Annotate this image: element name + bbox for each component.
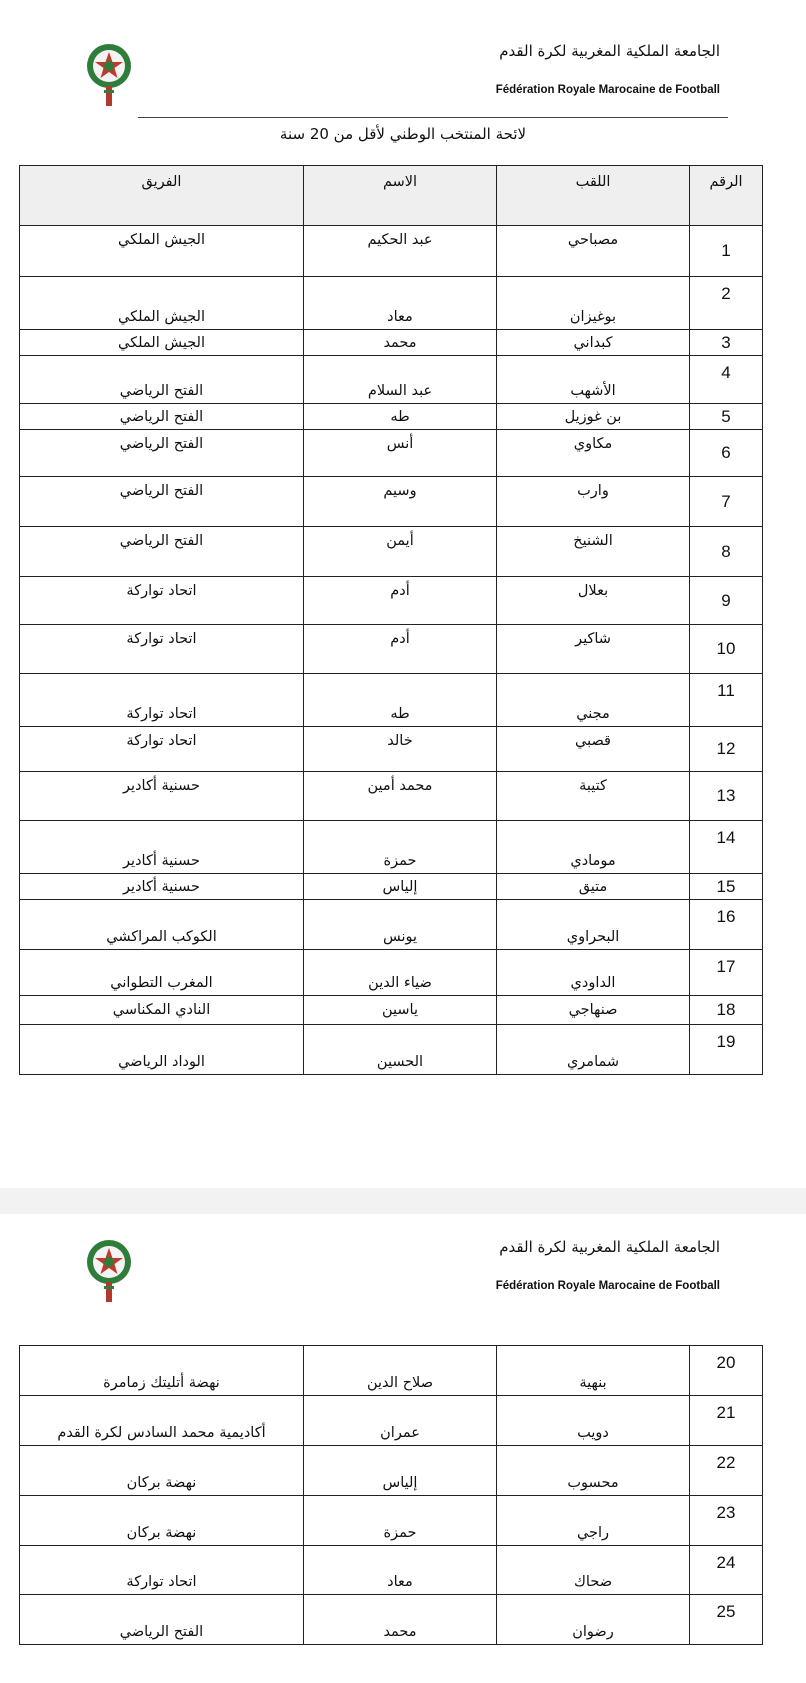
player-name: الحسين — [304, 1025, 497, 1075]
player-team: المغرب التطواني — [20, 950, 304, 996]
column-header-surname: اللقب — [497, 166, 690, 226]
player-surname: بنهية — [497, 1346, 690, 1396]
players-table-1 — [19, 165, 763, 1075]
player-team: الجيش الملكي — [20, 226, 304, 277]
player-team: الفتح الرياضي — [20, 404, 304, 430]
player-team: الفتح الرياضي — [20, 430, 304, 477]
player-surname: الشنيخ — [497, 527, 690, 577]
player-name: أنس — [304, 430, 497, 477]
player-name: طه — [304, 674, 497, 727]
player-name: محمد — [304, 1595, 497, 1645]
player-surname: شمامري — [497, 1025, 690, 1075]
player-team: اتحاد تواركة — [20, 674, 304, 727]
player-surname: بن غوزيل — [497, 404, 690, 430]
player-number: 13 — [690, 772, 763, 821]
player-name: ضياء الدين — [304, 950, 497, 996]
player-surname: وارب — [497, 477, 690, 527]
player-surname: مجني — [497, 674, 690, 727]
player-number: 6 — [690, 430, 763, 477]
frmf-crest-icon — [85, 1238, 133, 1304]
table-row — [20, 330, 763, 356]
player-number: 22 — [690, 1446, 763, 1496]
player-team: حسنية أكادير — [20, 772, 304, 821]
column-header-team: الفريق — [20, 166, 304, 226]
table-row — [20, 1496, 763, 1546]
table-row — [20, 674, 763, 727]
players-table-2 — [19, 1345, 763, 1645]
table-row — [20, 1346, 763, 1396]
table-row — [20, 900, 763, 950]
player-team: نهضة بركان — [20, 1496, 304, 1546]
document-title: لائحة المنتخب الوطني لأقل من 20 سنة — [279, 125, 527, 143]
player-number: 12 — [690, 727, 763, 772]
column-header-number: الرقم — [690, 166, 763, 226]
player-surname: كتيبة — [497, 772, 690, 821]
player-team: اتحاد تواركة — [20, 577, 304, 625]
player-name: حمزة — [304, 821, 497, 874]
player-number: 2 — [690, 277, 763, 330]
player-name: صلاح الدين — [304, 1346, 497, 1396]
player-name: أدم — [304, 625, 497, 674]
player-surname: راجي — [497, 1496, 690, 1546]
table-row — [20, 430, 763, 477]
table-header-row — [20, 166, 763, 226]
player-name: عمران — [304, 1396, 497, 1446]
player-number: 19 — [690, 1025, 763, 1075]
player-number: 21 — [690, 1396, 763, 1446]
table-row — [20, 1396, 763, 1446]
player-name: خالد — [304, 727, 497, 772]
player-surname: دويب — [497, 1396, 690, 1446]
player-surname: رضوان — [497, 1595, 690, 1645]
federation-name-arabic: الجامعة الملكية المغربية لكرة القدم — [499, 1238, 720, 1256]
table-row — [20, 577, 763, 625]
player-name: أدم — [304, 577, 497, 625]
column-header-name: الاسم — [304, 166, 497, 226]
player-team: نهضة أتليتك زمامرة — [20, 1346, 304, 1396]
player-number: 8 — [690, 527, 763, 577]
table-row — [20, 527, 763, 577]
player-team: اتحاد تواركة — [20, 727, 304, 772]
player-team: اتحاد تواركة — [20, 1546, 304, 1595]
player-team: الكوكب المراكشي — [20, 900, 304, 950]
player-name: عبد السلام — [304, 356, 497, 404]
page-separator — [0, 1188, 806, 1214]
federation-name-french: Fédération Royale Marocaine de Football — [495, 84, 720, 96]
player-surname: صنهاجي — [497, 996, 690, 1025]
table-row — [20, 1446, 763, 1496]
player-surname: بعلال — [497, 577, 690, 625]
player-team: حسنية أكادير — [20, 874, 304, 900]
player-number: 20 — [690, 1346, 763, 1396]
table-row — [20, 1546, 763, 1595]
player-team: الفتح الرياضي — [20, 527, 304, 577]
player-name: محمد — [304, 330, 497, 356]
table-row — [20, 821, 763, 874]
player-name: إلياس — [304, 1446, 497, 1496]
federation-name-arabic: الجامعة الملكية المغربية لكرة القدم — [499, 42, 720, 60]
player-surname: البحراوي — [497, 900, 690, 950]
player-name: عبد الحكيم — [304, 226, 497, 277]
player-number: 14 — [690, 821, 763, 874]
player-team: الفتح الرياضي — [20, 356, 304, 404]
player-number: 3 — [690, 330, 763, 356]
player-surname: قصبي — [497, 727, 690, 772]
player-number: 15 — [690, 874, 763, 900]
table-row — [20, 1025, 763, 1075]
player-name: إلياس — [304, 874, 497, 900]
player-name: معاد — [304, 277, 497, 330]
table-row — [20, 477, 763, 527]
player-surname: مصباحي — [497, 226, 690, 277]
player-surname: مومادي — [497, 821, 690, 874]
player-number: 9 — [690, 577, 763, 625]
player-team: حسنية أكادير — [20, 821, 304, 874]
federation-name-french: Fédération Royale Marocaine de Football — [495, 1280, 720, 1292]
header-divider — [138, 117, 728, 118]
player-name: معاد — [304, 1546, 497, 1595]
player-number: 18 — [690, 996, 763, 1025]
player-team: الفتح الرياضي — [20, 477, 304, 527]
player-name: أيمن — [304, 527, 497, 577]
player-number: 24 — [690, 1546, 763, 1595]
player-surname: متيق — [497, 874, 690, 900]
player-team: أكاديمية محمد السادس لكرة القدم — [20, 1396, 304, 1446]
player-number: 5 — [690, 404, 763, 430]
player-name: محمد أمين — [304, 772, 497, 821]
player-number: 1 — [690, 226, 763, 277]
player-team: الفتح الرياضي — [20, 1595, 304, 1645]
player-number: 16 — [690, 900, 763, 950]
table-row — [20, 772, 763, 821]
table-row — [20, 1595, 763, 1645]
player-name: حمزة — [304, 1496, 497, 1546]
table-row — [20, 404, 763, 430]
table-row — [20, 625, 763, 674]
player-surname: كبداني — [497, 330, 690, 356]
frmf-crest-icon — [85, 42, 133, 108]
player-team: اتحاد تواركة — [20, 625, 304, 674]
table-row — [20, 874, 763, 900]
player-number: 23 — [690, 1496, 763, 1546]
table-row — [20, 996, 763, 1025]
player-number: 4 — [690, 356, 763, 404]
player-team: النادي المكناسي — [20, 996, 304, 1025]
player-surname: الأشهب — [497, 356, 690, 404]
player-surname: مكاوي — [497, 430, 690, 477]
player-team: الوداد الرياضي — [20, 1025, 304, 1075]
player-number: 11 — [690, 674, 763, 727]
player-team: الجيش الملكي — [20, 277, 304, 330]
player-name: يونس — [304, 900, 497, 950]
player-team: نهضة بركان — [20, 1446, 304, 1496]
table-row — [20, 950, 763, 996]
player-name: وسيم — [304, 477, 497, 527]
player-team: الجيش الملكي — [20, 330, 304, 356]
player-surname: بوغيزان — [497, 277, 690, 330]
player-number: 10 — [690, 625, 763, 674]
player-surname: شاكير — [497, 625, 690, 674]
table-row — [20, 356, 763, 404]
player-number: 7 — [690, 477, 763, 527]
player-name: طه — [304, 404, 497, 430]
table-row — [20, 226, 763, 277]
table-row — [20, 277, 763, 330]
player-surname: الداودي — [497, 950, 690, 996]
player-surname: ضحاك — [497, 1546, 690, 1595]
player-number: 17 — [690, 950, 763, 996]
player-surname: محسوب — [497, 1446, 690, 1496]
table-row — [20, 727, 763, 772]
player-name: ياسين — [304, 996, 497, 1025]
player-number: 25 — [690, 1595, 763, 1645]
